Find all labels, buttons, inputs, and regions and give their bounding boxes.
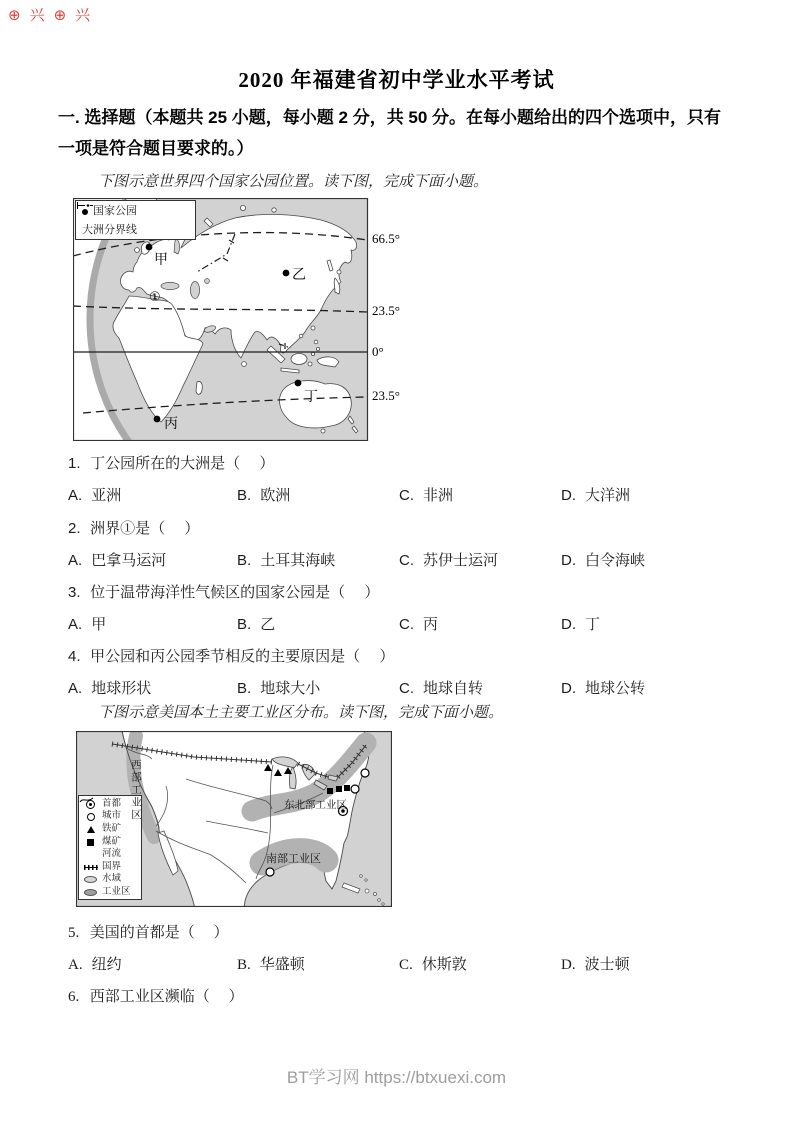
question-6	[68, 985, 244, 1006]
option-4a: A. 地球形状	[68, 680, 152, 697]
option-4c: C. 地球自转	[399, 680, 484, 697]
question-1	[68, 452, 274, 473]
question-5-options	[0, 953, 793, 973]
option-2d: D. 白令海峡	[561, 552, 646, 569]
latitude-23n-label: 23.5°	[372, 303, 400, 318]
question-3-options	[0, 613, 793, 633]
park-yi-label: 乙	[292, 268, 306, 283]
legend-iron: 铁矿	[83, 823, 141, 836]
question-4-number: 4.	[68, 648, 81, 665]
iron-ore-icon	[87, 826, 95, 833]
option-2a: A. 巴拿马运河	[68, 552, 167, 569]
latitude-0-label: 0°	[372, 344, 384, 359]
question-5-text: 美国的首都是（ ）	[89, 925, 229, 941]
question-6-number: 6.	[68, 989, 80, 1005]
question-4-options	[0, 677, 793, 697]
legend-row-park	[82, 202, 195, 221]
world-map-legend	[75, 200, 196, 240]
legend-city: 城市	[83, 811, 141, 824]
page-title: 2020 年福建省初中学业水平考试	[238, 68, 555, 92]
question-5	[68, 921, 229, 942]
red-corner-marks-icon: ⊕兴⊕兴	[8, 6, 100, 24]
question-1-text: 丁公园所在的大洲是（ ）	[90, 455, 275, 472]
west-region-label: 西部工业区	[130, 759, 141, 822]
option-5a: A. 纽约	[68, 957, 122, 973]
question-6-text: 西部工业区濒临（ ）	[89, 989, 244, 1005]
legend-industry: 工业区	[83, 886, 141, 899]
us-map-intro: 下图示意美国本土主要工业区分布。读下图，完成下面小题。	[98, 705, 504, 721]
river-icon	[79, 796, 94, 804]
question-4-text: 甲公园和丙公园季节相反的主要原因是（ ）	[90, 648, 395, 665]
question-3	[68, 581, 379, 602]
park-ding-label: 丁	[304, 390, 318, 405]
question-2-number: 2.	[68, 520, 81, 537]
option-4d: D. 地球公转	[561, 680, 646, 697]
question-4	[68, 645, 394, 666]
world-map-intro: 下图示意世界四个国家公园位置。读下图，完成下面小题。	[98, 174, 489, 190]
legend-capital: 首都	[83, 798, 141, 811]
question-1-options	[0, 484, 793, 504]
question-2-options	[0, 549, 793, 569]
legend-water: 水域	[83, 874, 141, 887]
latitude-66-label: 66.5°	[372, 231, 400, 246]
option-3c: C. 丙	[399, 616, 439, 633]
question-3-text: 位于温带海洋性气候区的国家公园是（ ）	[90, 584, 380, 601]
section-header: 一. 选择题（本题共 25 小题，每小题 2 分，共 50 分。在每小题给出的四个选项中，只有一项是符合题目要求的。）	[58, 108, 722, 158]
option-2b: B. 土耳其海峡	[237, 552, 336, 569]
legend-park-label: 国家公园	[93, 205, 137, 217]
question-2	[68, 517, 199, 538]
us-map-figure	[76, 731, 392, 907]
industrial-zone-icon	[84, 889, 97, 896]
question-3-number: 3.	[68, 584, 81, 601]
legend-river: 河流	[83, 848, 141, 861]
park-bing-label: 丙	[164, 417, 178, 432]
legend-divide-label: 大洲分界线	[82, 224, 137, 236]
legend-coal: 煤矿	[83, 836, 141, 849]
world-map-figure	[73, 198, 408, 441]
option-5c: C. 休斯敦	[399, 957, 467, 973]
option-1d: D. 大洋洲	[561, 487, 631, 504]
option-1b: B. 欧洲	[237, 487, 291, 504]
city-icon	[87, 813, 95, 821]
option-3b: B. 乙	[237, 616, 276, 633]
boundary-1-label: ①	[149, 290, 161, 305]
option-5b: B. 华盛顿	[237, 957, 305, 973]
option-1c: C. 非洲	[399, 487, 454, 504]
question-1-number: 1.	[68, 455, 81, 472]
south-region-label: 南部工业区	[266, 853, 321, 865]
park-jia-label: 甲	[154, 253, 168, 268]
question-2-text: 洲界①是（ ）	[90, 520, 200, 537]
option-5d: D. 波士顿	[561, 957, 630, 973]
option-3d: D. 丁	[561, 616, 601, 633]
question-5-number: 5.	[68, 925, 80, 941]
border-icon	[84, 865, 98, 870]
option-2c: C. 苏伊士运河	[399, 552, 499, 569]
legend-row-divide	[82, 221, 195, 240]
footer-watermark: BT学习网 https://btxuexi.com	[286, 1068, 507, 1087]
water-area-icon	[84, 876, 97, 883]
option-4b: B. 地球大小	[237, 680, 321, 697]
latitude-23s-label: 23.5°	[372, 388, 400, 403]
divide-line-icon	[76, 201, 94, 210]
option-1a: A. 亚洲	[68, 487, 122, 504]
northeast-region-label: 东北部工业区	[284, 800, 347, 811]
coal-icon	[87, 839, 94, 846]
legend-border: 国界	[83, 861, 141, 874]
option-3a: A. 甲	[68, 616, 107, 633]
